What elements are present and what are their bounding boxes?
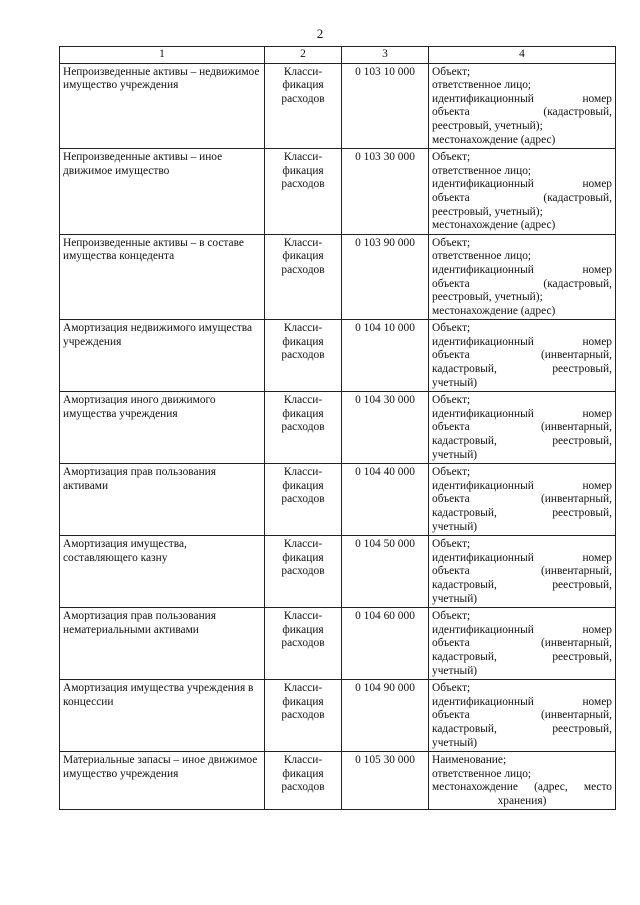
attribute-line: идентификационный номер <box>432 335 612 348</box>
attribute-line: местонахождение (адрес) <box>432 304 556 317</box>
attribute-line: учетный) <box>432 592 478 605</box>
analytics-attributes-cell <box>429 234 616 320</box>
table-row <box>60 320 616 392</box>
table-row <box>60 234 616 320</box>
analytics-attributes-cell <box>429 680 616 752</box>
classification-line: Класси- <box>283 682 323 695</box>
classification-line: фикация <box>282 335 324 348</box>
classification-cell <box>265 680 342 752</box>
attribute-line: учетный) <box>432 664 478 677</box>
account-number-cell: 0 104 60 000 <box>342 608 429 680</box>
attribute-line: объекта (кадастровый, <box>432 191 612 204</box>
table-header-row <box>60 47 616 64</box>
attribute-line: кадастровый, реестровый, <box>432 578 612 591</box>
attribute-line: Объект; <box>432 322 471 335</box>
classification-line: фикация <box>282 623 324 636</box>
attribute-line: реестровый, учетный); <box>432 119 543 132</box>
attribute-line: идентификационный номер <box>432 479 612 492</box>
table-row <box>60 392 616 464</box>
classification-line: фикация <box>282 164 324 177</box>
attribute-line: идентификационный номер <box>432 551 612 564</box>
classification-line: расходов <box>281 178 325 191</box>
attribute-line: Объект; <box>432 236 471 249</box>
classification-line: расходов <box>281 781 325 794</box>
attribute-line: ответственное лицо; <box>432 767 532 780</box>
account-number-cell: 0 104 40 000 <box>342 464 429 536</box>
account-name-cell: Амортизация имущества учреждения в концессии <box>60 680 265 752</box>
classification-line: расходов <box>281 637 325 650</box>
attribute-line: объекта (инвентарный, <box>432 565 612 578</box>
attribute-line: местонахождение (адрес, место <box>432 781 612 794</box>
attribute-line: кадастровый, реестровый, <box>432 363 612 376</box>
attribute-line: объекта (кадастровый, <box>432 106 612 119</box>
attribute-line: реестровый, учетный); <box>432 205 543 218</box>
classification-line: фикация <box>282 767 324 780</box>
table-row <box>60 464 616 536</box>
attribute-line: местонахождение (адрес) <box>432 219 556 232</box>
page-number: 2 <box>316 26 324 41</box>
account-name-cell: Амортизация прав пользования активами <box>60 464 265 536</box>
column-header-2: 2 <box>265 47 342 64</box>
analytics-attributes-cell <box>429 320 616 392</box>
attribute-line: идентификационный номер <box>432 407 612 420</box>
table-row <box>60 680 616 752</box>
attribute-line: идентификационный номер <box>432 92 612 105</box>
account-number-cell: 0 103 90 000 <box>342 234 429 320</box>
table-row <box>60 149 616 235</box>
attribute-line: местонахождение (адрес) <box>432 133 556 146</box>
attribute-line: Объект; <box>432 151 471 164</box>
account-number-cell: 0 104 50 000 <box>342 536 429 608</box>
attribute-line: ответственное лицо; <box>432 79 532 92</box>
classification-cell <box>265 392 342 464</box>
attribute-line: идентификационный номер <box>432 178 612 191</box>
column-header-3: 3 <box>342 47 429 64</box>
classification-line: расходов <box>281 709 325 722</box>
accounts-table <box>59 46 616 810</box>
table-row <box>60 63 616 149</box>
classification-cell <box>265 752 342 810</box>
analytics-attributes-cell <box>429 392 616 464</box>
account-number-cell: 0 104 10 000 <box>342 320 429 392</box>
analytics-attributes-cell <box>429 63 616 149</box>
classification-cell <box>265 536 342 608</box>
attribute-line: Объект; <box>432 65 471 78</box>
attribute-line: Наименование; <box>432 754 507 767</box>
analytics-attributes-cell <box>429 752 616 810</box>
attribute-line: Объект; <box>432 538 471 551</box>
account-number-cell: 0 103 10 000 <box>342 63 429 149</box>
classification-line: фикация <box>282 250 324 263</box>
attribute-line: кадастровый, реестровый, <box>432 435 612 448</box>
attribute-line: учетный) <box>432 520 478 533</box>
attribute-line: учетный) <box>432 376 478 389</box>
classification-cell <box>265 320 342 392</box>
classification-line: Класси- <box>283 754 323 767</box>
classification-line: Класси- <box>283 466 323 479</box>
attribute-line: идентификационный номер <box>432 263 612 276</box>
attribute-line: кадастровый, реестровый, <box>432 650 612 663</box>
attribute-line: учетный) <box>432 448 478 461</box>
attribute-line: объекта (кадастровый, <box>432 277 612 290</box>
attribute-line: объекта (инвентарный, <box>432 493 612 506</box>
attribute-line: кадастровый, реестровый, <box>432 507 612 519</box>
attribute-line: Объект; <box>432 610 471 623</box>
analytics-attributes-cell <box>429 149 616 235</box>
classification-line: фикация <box>282 79 324 92</box>
classification-line: фикация <box>282 407 324 420</box>
classification-cell <box>265 149 342 235</box>
classification-line: фикация <box>282 479 324 492</box>
account-name-cell: Непроизведенные активы – в составе имущества концедента <box>60 234 265 320</box>
table-row <box>60 608 616 680</box>
classification-line: расходов <box>281 92 325 105</box>
account-name-cell: Непроизведенные активы – иное движимое имущество <box>60 149 265 235</box>
attribute-line: хранения) <box>497 794 547 807</box>
analytics-attributes-cell <box>429 464 616 536</box>
classification-line: Класси- <box>283 151 323 164</box>
account-number-cell: 0 105 30 000 <box>342 752 429 810</box>
classification-line: расходов <box>281 421 325 434</box>
classification-line: Класси- <box>283 65 323 78</box>
table-row <box>60 536 616 608</box>
attribute-line: объекта (инвентарный, <box>432 349 612 362</box>
attribute-line: реестровый, учетный); <box>432 291 543 304</box>
classification-line: Класси- <box>283 394 323 407</box>
attribute-line: кадастровый, реестровый, <box>432 722 612 735</box>
classification-cell <box>265 234 342 320</box>
column-header-1: 1 <box>60 47 265 64</box>
classification-line: фикация <box>282 695 324 708</box>
attribute-line: ответственное лицо; <box>432 250 532 263</box>
attribute-line: объекта (инвентарный, <box>432 637 612 650</box>
account-name-cell: Материальные запасы – иное движимое имущество учреждения <box>60 752 265 810</box>
classification-line: Класси- <box>283 322 323 335</box>
account-number-cell: 0 104 30 000 <box>342 392 429 464</box>
classification-cell <box>265 608 342 680</box>
classification-cell <box>265 464 342 536</box>
attribute-line: ответственное лицо; <box>432 164 532 177</box>
analytics-attributes-cell <box>429 608 616 680</box>
classification-line: Класси- <box>283 610 323 623</box>
account-name-cell: Непроизведенные активы – недвижимое имущество учреждения <box>60 63 265 149</box>
account-name-cell: Амортизация недвижимого имущества учреждения <box>60 320 265 392</box>
classification-line: Класси- <box>283 538 323 551</box>
account-name-cell: Амортизация имущества, составляющего казну <box>60 536 265 608</box>
attribute-line: объекта (инвентарный, <box>432 709 612 722</box>
classification-line: расходов <box>281 263 325 276</box>
attribute-line: учетный) <box>432 736 478 749</box>
account-number-cell: 0 104 90 000 <box>342 680 429 752</box>
classification-cell <box>265 63 342 149</box>
account-name-cell: Амортизация иного движимого имущества учреждения <box>60 392 265 464</box>
attribute-line: Объект; <box>432 682 471 695</box>
classification-line: расходов <box>281 349 325 362</box>
table-body <box>60 63 616 810</box>
attribute-line: Объект; <box>432 394 471 407</box>
attribute-line: Объект; <box>432 466 471 479</box>
classification-line: Класси- <box>283 236 323 249</box>
account-number-cell: 0 103 30 000 <box>342 149 429 235</box>
classification-line: расходов <box>281 493 325 506</box>
attribute-line: идентификационный номер <box>432 623 612 636</box>
account-name-cell: Амортизация прав пользования нематериальными активами <box>60 608 265 680</box>
column-header-4: 4 <box>429 47 616 64</box>
analytics-attributes-cell <box>429 536 616 608</box>
attribute-line: идентификационный номер <box>432 695 612 708</box>
table-row <box>60 752 616 810</box>
attribute-line: объекта (инвентарный, <box>432 421 612 434</box>
classification-line: расходов <box>281 565 325 578</box>
classification-line: фикация <box>282 551 324 564</box>
